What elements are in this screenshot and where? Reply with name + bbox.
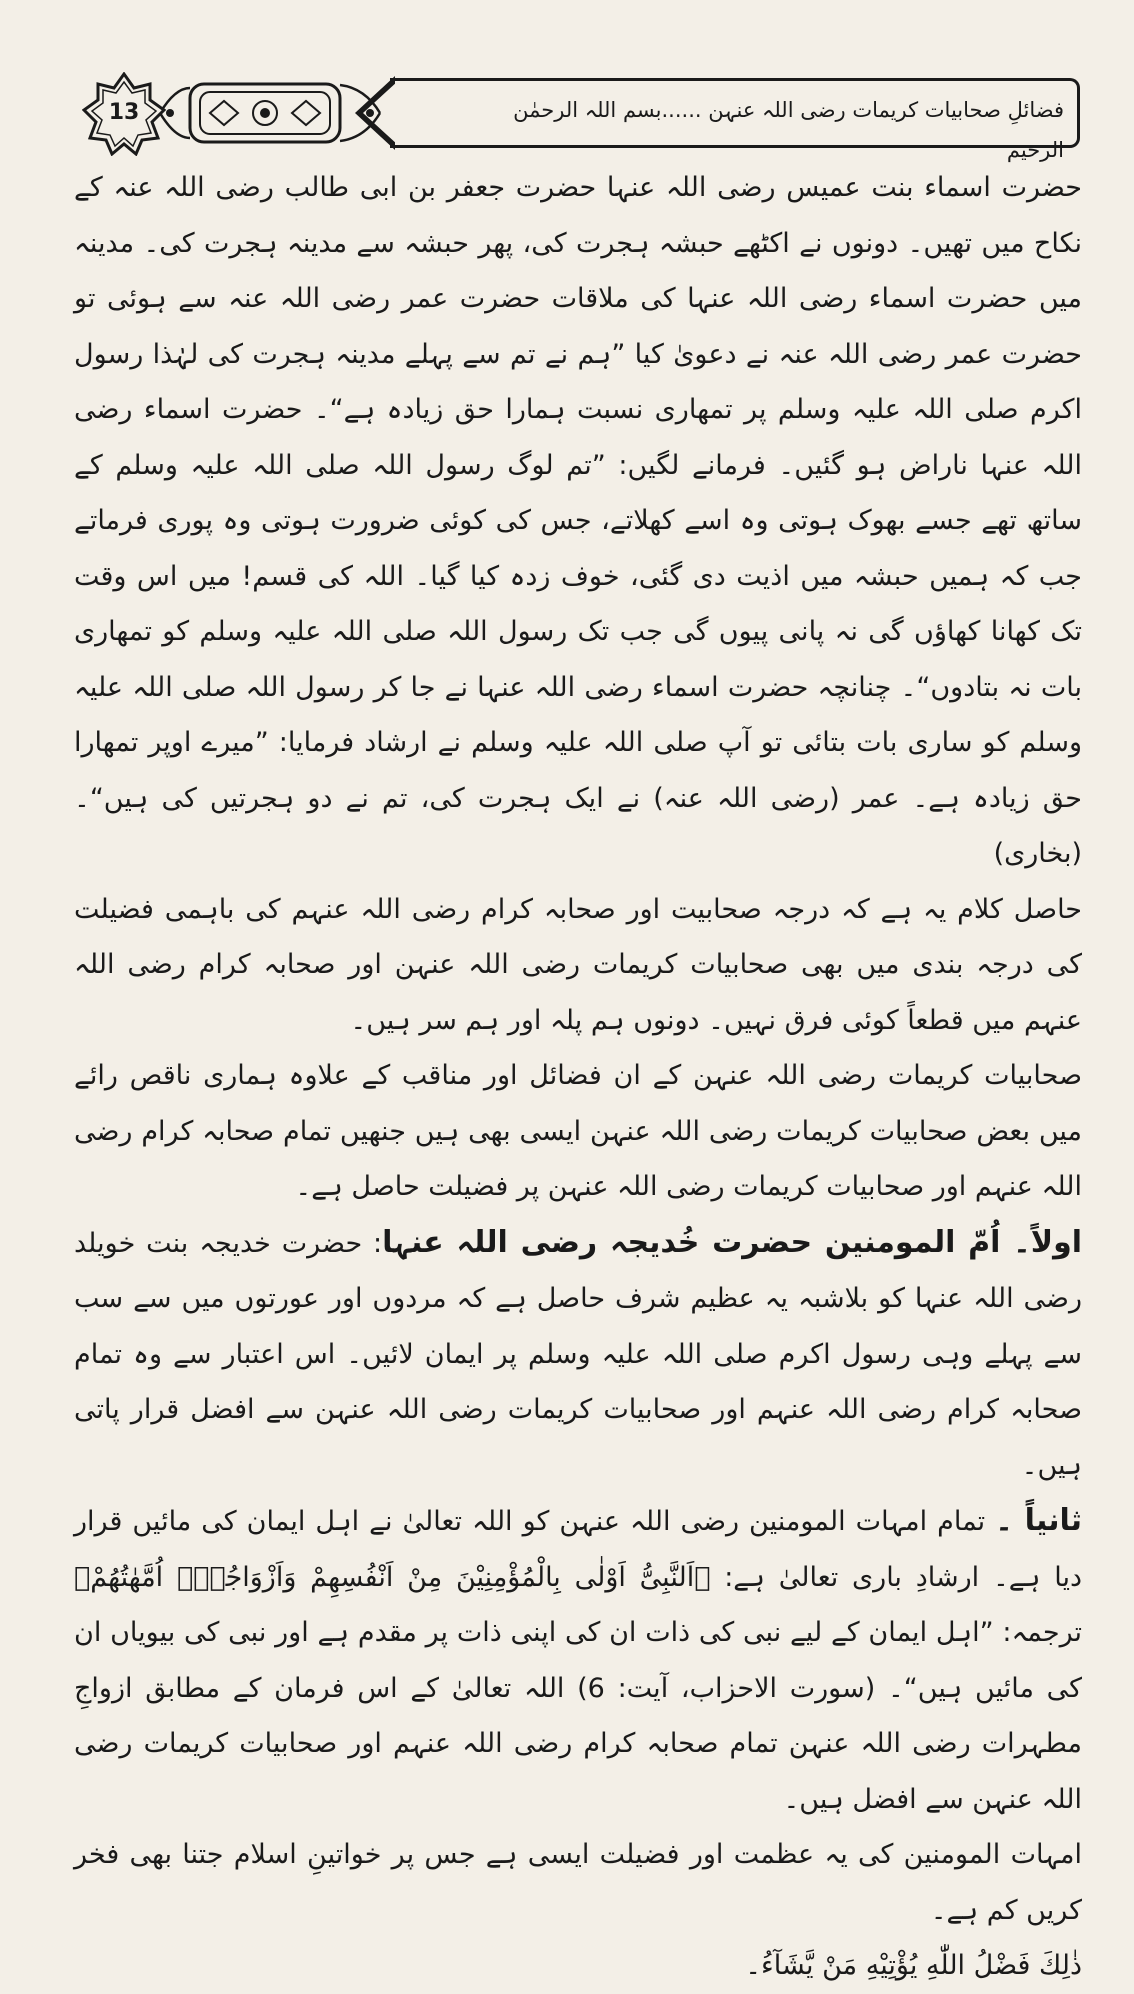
paragraph-khadija <box>74 1215 1082 1494</box>
closing-verse: ذٰلِكَ فَضْلُ اللّٰهِ يُؤْتِيْهِ مَنْ يَّشَآءُ۔ <box>745 1950 1082 1981</box>
quran-verse: ﴿اَلنَّبِیُّ اَوْلٰی بِالْمُؤْمِنِیْنَ مِنْ اَنْفُسِهِمْ وَاَزْوَاجُهٗۤ اُمَّهٰتُهُمْ﴾ <box>74 1561 711 1593</box>
paragraph-ummahat <box>74 1493 1082 1827</box>
body-text <box>74 160 1082 1994</box>
heading-thaniyan: ثانیاً ۔ <box>995 1503 1082 1538</box>
heading-khadija: اولاً۔ اُمّ المومنین حضرت خُدیجہ رضی اللہ عنہا <box>382 1224 1082 1260</box>
paragraph-superiority: صحابیات کریمات رضی اللہ عنہن کے ان فضائل اور مناقب کے علاوہ ہماری ناقص رائے میں بعض صحابیات کریمات رضی اللہ عنہن ایسی بھی ہیں جنھیں تمام صحابہ کرام رضی اللہ عنہم اور صحابیات کریمات رضی اللہ عنہن پر فضیلت حاصل ہے۔ <box>74 1060 1082 1202</box>
paragraph-khadija-text: : حضرت خدیجہ بنت خویلد رضی اللہ عنہا کو بلاشبہ یہ عظیم شرف حاصل ہے کہ مردوں اور عورتوں میں سے سب سے پہلے وہی رسول اکرم صلی اللہ علیہ وسلم پر ایمان لائیں۔ اس اعتبار سے وہ تمام صحابہ کرام رضی اللہ عنہم اور صحابیات کریمات رضی اللہ عنہن سے افضل قرار پاتی ہیں۔ <box>74 1227 1082 1481</box>
page-number: 13 <box>108 100 140 125</box>
paragraph-ummahat-text-a: تمام امہات المومنین رضی اللہ عنہن کو اللہ تعالیٰ نے اہل ایمان کی مائیں قرار دیا ہے۔ ارشادِ باری تعالیٰ ہے: <box>74 1506 1082 1593</box>
paragraph-conclusion: حاصل کلام یہ ہے کہ درجہ صحابیت اور صحابہ کرام رضی اللہ عنہم کی باہمی فضیلت کی درجہ بندی میں بھی صحابیات کریمات رضی اللہ عنہن اور صحابہ کرام رضی اللہ عنہم میں قطعاً کوئی فرق نہیں۔ دونوں ہم پلہ اور ہم سر ہیں۔ <box>74 893 1082 1036</box>
paragraph-pride: امہات المومنین کی یہ عظمت اور فضیلت ایسی ہے جس پر خواتینِ اسلام جتنا بھی فخر کریں کم ہے۔ <box>74 1839 1082 1926</box>
header-ornament-icon <box>150 72 390 154</box>
paragraph-ummahat-text-b: ترجمہ: ”اہل ایمان کے لیے نبی کی ذات ان کی اپنی ذات پر مقدم ہے اور نبی کی بیویاں ان کی مائیں ہیں“۔ (سورت الاحزاب، آیت: 6) اللہ تعالیٰ کے اس فرمان کے مطابق ازواجِ مطہرات رضی اللہ عنہن تمام صحابہ کرام رضی اللہ عنہم اور صحابیات کریمات رضی اللہ عنہن سے افضل ہیں۔ <box>74 1617 1082 1815</box>
paragraph-asma: حضرت اسماء بنت عمیس رضی اللہ عنہا حضرت جعفر بن ابی طالب رضی اللہ عنہ کے نکاح میں تھیں۔ دونوں نے اکٹھے حبشہ ہجرت کی، پھر حبشہ سے مدینہ ہجرت کی۔ مدینہ میں حضرت اسماء رضی اللہ عنہا کی ملاقات حضرت عمر رضی اللہ عنہ سے ہوئی تو حضرت عمر رضی اللہ عنہ نے دعویٰ کیا ”ہم نے تم سے پہلے مدینہ ہجرت کی لہٰذا رسول اکرم صلی اللہ علیہ وسلم پر تمھاری نسبت ہمارا حق زیادہ ہے“۔ حضرت اسماء رضی اللہ عنہا ناراض ہو گئیں۔ فرمانے لگیں: ”تم لوگ رسول اللہ صلی اللہ علیہ وسلم کے ساتھ تھے جسے بھوک ہوتی وہ اسے کھلاتے، جس کی کوئی ضرورت ہوتی وہ پوری فرماتے جب کہ ہمیں حبشہ میں اذیت دی گئی، خوف زدہ کیا گیا۔ اللہ کی قسم! میں اس وقت تک کھانا کھاؤں گی نہ پانی پیوں گی جب تک رسول اللہ صلی اللہ علیہ وسلم کو تمھاری بات نہ بتادوں“۔ چنانچہ حضرت اسماء رضی اللہ عنہا نے جا کر رسول اللہ صلی اللہ علیہ وسلم کو ساری بات بتائی تو آپ صلی اللہ علیہ وسلم نے ارشاد فرمایا: ”میرے اوپر تمھارا حق زیادہ ہے۔ عمر (رضی اللہ عنہ) نے ایک ہجرت کی، تم نے دو ہجرتیں کی ہیں“۔ (بخاری) <box>74 172 1082 869</box>
running-head: فضائلِ صحابیات کریمات رضی اللہ عنہن ......بسم اللہ الرحمٰن الرحیم <box>513 98 1064 162</box>
